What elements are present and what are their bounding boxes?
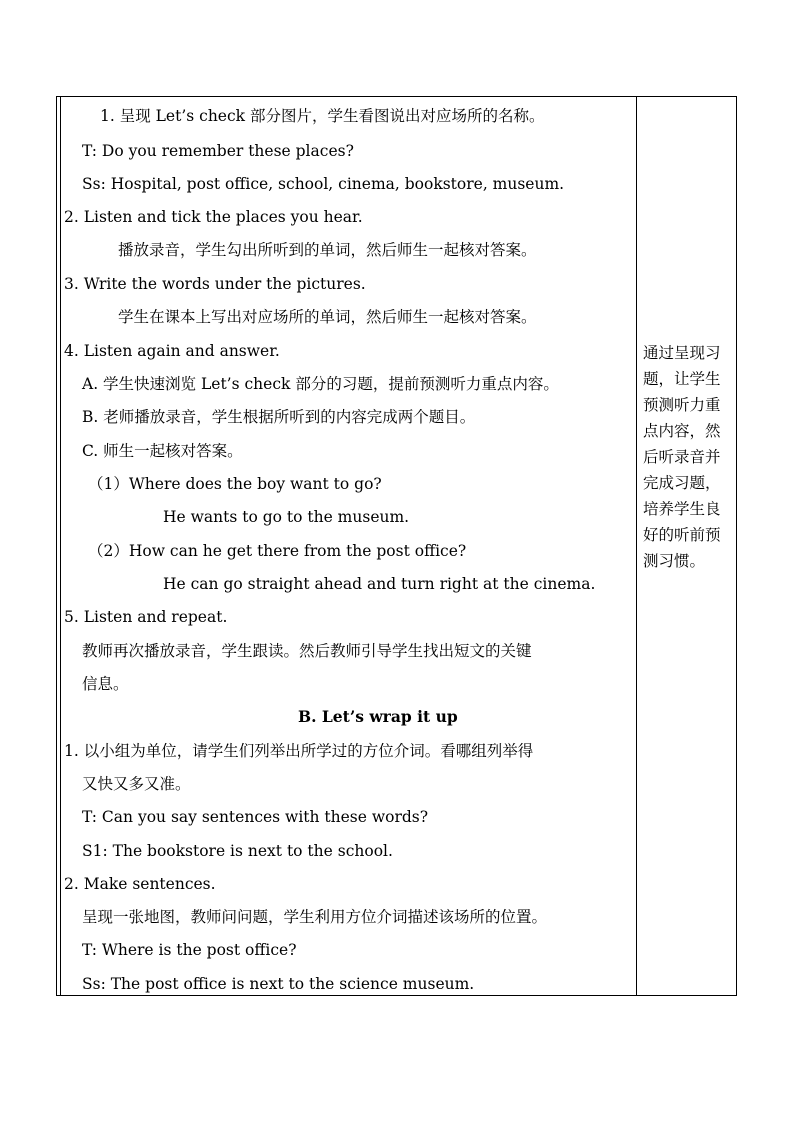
side-note-line: 通过呈现习 [643,344,721,362]
teacher-question-line: T: Do you remember these places? [82,142,354,160]
section-b-students-answer: Ss: The post office is next to the science museum. [82,975,475,993]
step-3-description: 学生在课本上写出对应场所的单词，然后师生一起核对答案。 [118,308,537,326]
answer-2: He can go straight ahead and turn right at the cinema. [163,575,596,593]
section-b-teacher-line: T: Can you say sentences with these words? [82,808,429,826]
step-1-heading: 1. 呈现 Let’s check 部分图片，学生看图说出对应场所的名称。 [100,107,545,125]
side-note-line: 培养学生良 [643,500,721,518]
step-5-description-line-1: 教师再次播放录音，学生跟读。然后教师引导学生找出短文的关键 [82,642,532,660]
section-b-step-2-description: 呈现一张地图，教师问问题，学生利用方位介词描述该场所的位置。 [82,908,548,926]
answer-1: He wants to go to the museum. [163,508,410,526]
side-note-line: 好的听前预 [643,526,721,544]
step-2-heading: 2. Listen and tick the places you hear. [64,208,363,226]
side-note-line: 完成习题， [643,474,721,492]
step-4-item-b: B. 老师播放录音，学生根据所听到的内容完成两个题目。 [82,408,476,426]
side-note-line: 预测听力重 [643,396,721,414]
table-column-divider [636,97,637,995]
side-note-line: 后听录音并 [643,448,721,466]
side-note-line: 点内容，然 [643,422,721,440]
section-b-step-1-line-1: 1. 以小组为单位，请学生们列举出所学过的方位介词。看哪组列举得 [64,742,534,760]
section-b-student-line: S1: The bookstore is next to the school. [82,842,393,860]
section-b-teacher-question: T: Where is the post office? [82,941,297,959]
step-2-description: 播放录音，学生勾出所听到的单词，然后师生一起核对答案。 [118,241,537,259]
step-4-item-a: A. 学生快速浏览 Let’s check 部分的习题，提前预测听力重点内容。 [82,375,559,393]
step-4-heading: 4. Listen again and answer. [64,342,280,360]
question-1: （1）Where does the boy want to go? [88,475,382,493]
students-answer-line: Ss: Hospital, post office, school, cinema, bookstore, museum. [82,175,565,193]
step-4-item-c: C. 师生一起核对答案。 [82,442,243,460]
side-note-line: 题，让学生 [643,370,721,388]
section-b-title: B. Let’s wrap it up [298,707,458,726]
question-2: （2）How can he get there from the post office? [88,542,467,560]
step-5-description-line-2: 信息。 [82,675,129,693]
table-inner-left-border [60,97,61,995]
step-3-heading: 3. Write the words under the pictures. [64,275,366,293]
section-b-step-2-heading: 2. Make sentences. [64,875,216,893]
side-note-line: 测习惯。 [643,552,706,570]
step-5-heading: 5. Listen and repeat. [64,608,228,626]
section-b-step-1-line-2: 又快又多又准。 [82,775,191,793]
